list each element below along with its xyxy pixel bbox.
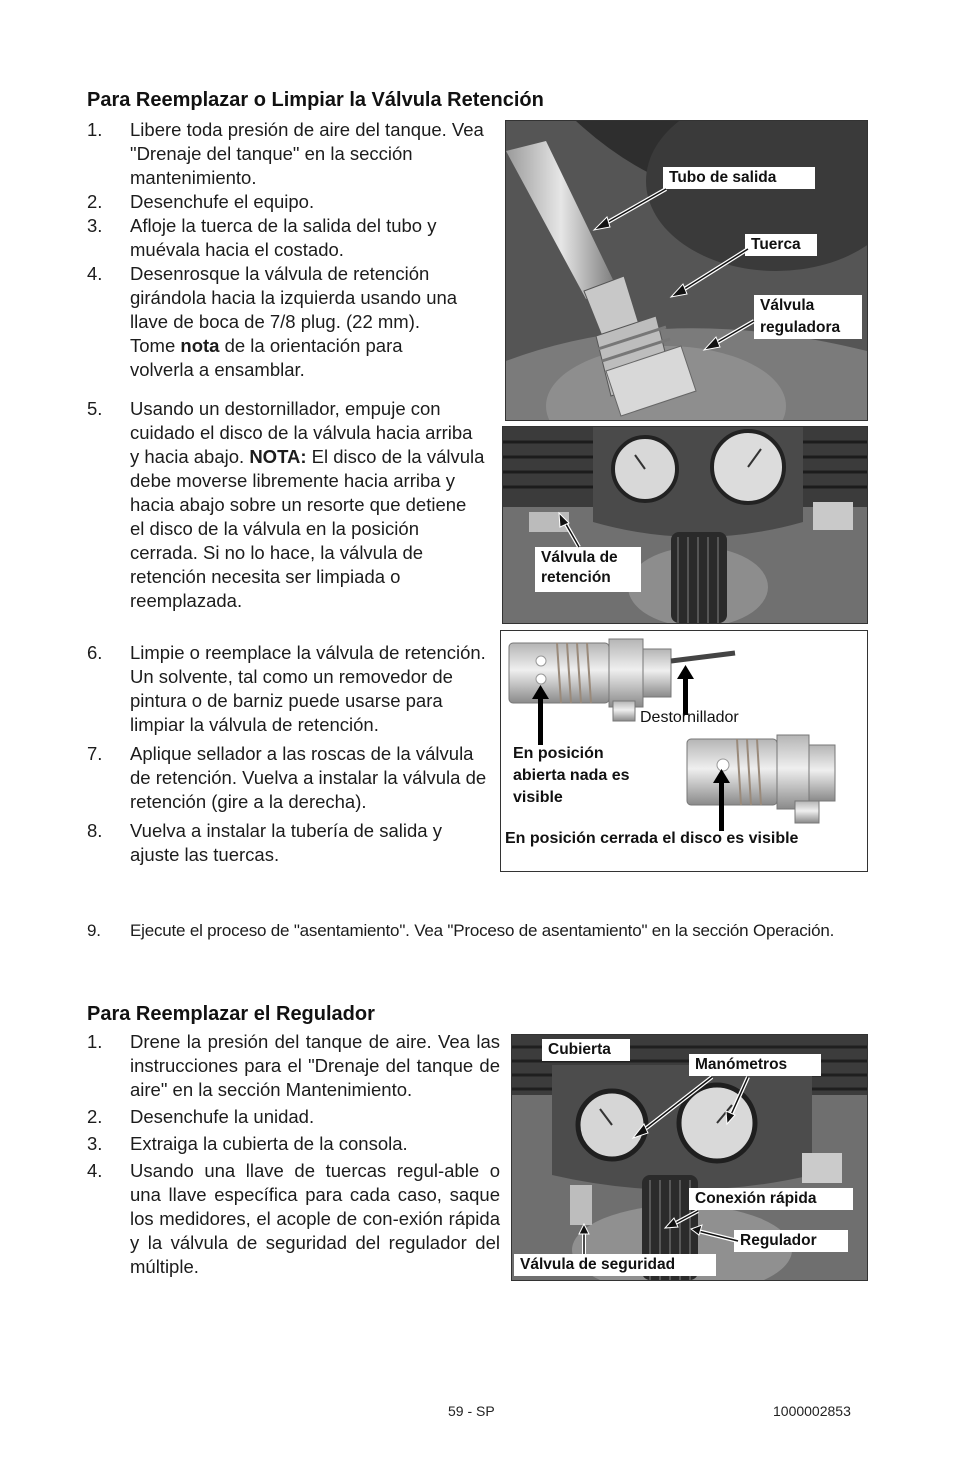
step-4: [87, 1159, 500, 1279]
label-check-valve-line2: retención: [535, 567, 641, 592]
step-text: Afloje la tuerca de la salida del tubo y muévala hacia el costado.: [130, 215, 437, 260]
callout-arrows: [506, 121, 867, 420]
check-valve-steps-b: [87, 397, 485, 613]
label-open-line3: visible: [513, 789, 563, 806]
step-3: [87, 1132, 500, 1156]
step-number: 1.: [87, 119, 103, 140]
step-5: [87, 397, 485, 613]
step-number: 4.: [87, 1160, 103, 1181]
step-text: Libere toda presión de aire del tanque. Vea "Drenaje del tanque" en la sección mantenimiento.: [130, 119, 484, 188]
valve-positions-figure: [500, 630, 868, 872]
check-valve-steps-d: [87, 918, 872, 944]
label-open-line2: abierta nada es: [513, 767, 630, 784]
step-number: 2.: [87, 1106, 103, 1127]
page-number: 59 - SP: [448, 1403, 495, 1419]
callout-arrows: [512, 1035, 867, 1280]
step-2: [87, 190, 497, 214]
label-safety-valve: Válvula de seguridad: [514, 1254, 716, 1276]
label-nut: Tuerca: [745, 234, 817, 256]
step-text: Desenchufe el equipo.: [130, 191, 315, 212]
step-3: [87, 214, 497, 262]
label-screwdriver: Destornillador: [640, 709, 739, 726]
label-valve-line2: reguladora: [754, 317, 862, 339]
label-valve-line1: Válvula: [754, 295, 862, 317]
step-9: [87, 918, 872, 944]
note-emphasis: nota: [180, 335, 220, 356]
step-8: [87, 819, 487, 867]
step-number: 4.: [87, 263, 103, 284]
step-1: [87, 1030, 500, 1102]
step-text: Desenrosque la válvula de retención girándola hacia la izquierda usando una llave de boca de 7/8 plug. (22 mm). Tome nota de la orientación para volverla a ensamblar.: [130, 263, 458, 380]
label-regulator: Regulador: [734, 1230, 848, 1252]
label-cover: Cubierta: [542, 1039, 630, 1061]
step-number: 5.: [87, 398, 103, 419]
callout-arrow: [503, 427, 867, 623]
step-7: [87, 742, 488, 814]
step-number: 3.: [87, 215, 103, 236]
check-valve-steps-c: [87, 641, 487, 867]
note-label: NOTA:: [249, 446, 307, 467]
label-check-valve-line1: Válvula de: [535, 547, 641, 569]
step-text: Extraiga la cubierta de la consola.: [130, 1133, 408, 1154]
section-title-regulator: Para Reemplazar el Regulador: [87, 1003, 375, 1025]
console-parts-photo: [511, 1034, 868, 1281]
step-text: Desenchufe la unidad.: [130, 1106, 315, 1127]
step-number: 1.: [87, 1031, 103, 1052]
section-title-check-valve: Para Reemplazar o Limpiar la Válvula Retención: [87, 89, 544, 111]
step-text: Vuelva a instalar la tubería de salida y ajuste las tuercas.: [130, 820, 442, 865]
step-text: Ejecute el proceso de "asentamiento". Vea "Proceso de asentamiento" en la sección Operación.: [130, 921, 835, 940]
outlet-tube-photo: [505, 120, 868, 421]
step-text: Usando un destornillador, empuje con cuidado el disco de la válvula hacia arriba y hacia abajo. NOTA: El disco de la válvula debe moverse libremente hacia arriba y hacia abajo sobre un resorte que detiene el disco de la válvula en la posición cerrada. Si no lo hace, la válvula de retención necesita ser limpiada o reemplazada.: [130, 398, 485, 611]
step-number: 3.: [87, 1133, 103, 1154]
step-text: Limpie o reemplace la válvula de retención. Un solvente, tal como un removedor de pintura o de barniz puede usarse para limpiar la válvula de retención.: [130, 642, 486, 735]
step-2: [87, 1105, 500, 1129]
label-outlet-tube: Tubo de salida: [663, 167, 815, 189]
label-open-line1: En posición: [513, 745, 604, 762]
step-number: 8.: [87, 820, 103, 841]
check-valve-photo: [502, 426, 868, 624]
step-number: 9.: [87, 921, 101, 940]
step-number: 6.: [87, 642, 103, 663]
regulator-steps: [87, 1030, 500, 1279]
step-text: Usando una llave de tuercas regul-able o una llave específica para cada caso, saque los medidores, el acople de con-exión rápida y la válvula de seguridad del regulador del múltiple.: [130, 1160, 500, 1277]
step-1: [87, 118, 497, 190]
check-valve-steps-a: [87, 118, 497, 382]
step-6: [87, 641, 487, 737]
step-text: Drene la presión del tanque de aire. Vea las instrucciones para el "Drenaje del tanque de aire" en la sección Mantenimiento.: [130, 1031, 500, 1100]
step-4: [87, 262, 470, 382]
label-closed-position: En posición cerrada el disco es visible: [505, 830, 799, 847]
step-number: 2.: [87, 191, 103, 212]
label-quick-connect: Conexión rápida: [689, 1188, 853, 1210]
label-gauges: Manómetros: [689, 1054, 821, 1076]
step-number: 7.: [87, 743, 103, 764]
step-text: Aplique sellador a las roscas de la válvula de retención. Vuelva a instalar la válvula de retención (gire a la derecha).: [130, 743, 487, 812]
document-number: 1000002853: [773, 1403, 851, 1419]
